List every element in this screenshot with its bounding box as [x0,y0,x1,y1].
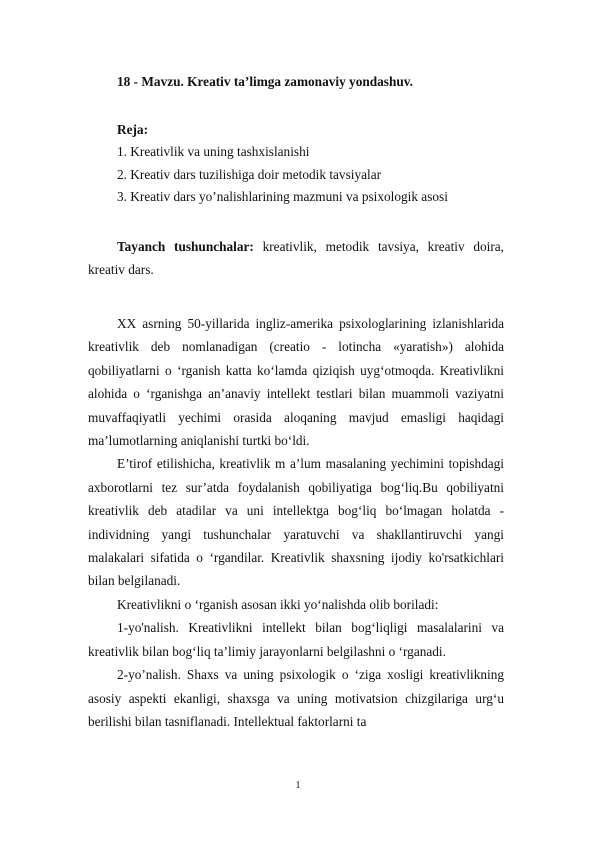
key-concepts-text: kreativlik, metodik tavsiya, kreativ doira, kreativ dars. [88,239,504,278]
paragraph: E’tirof etilishicha, kreativlik m a’lum masalaning yechimini topishdagi axborotlarni tez sur’atda foydalanish qobiliyatiga bog‘liq.Bu qobiliyatni kreativlik deb atadilar va uni intellektga bog‘liq bo‘lmagan holatda - individning yangi tushunchalar yaratuvchi va shakllantiruvchi yangi malakalari sifatida o ‘rgandilar. Kreativlik shaxsning ijodiy ko'rsatkichlari bilan belgilanadi. [88,456,504,589]
key-concepts-label: Tayanch tushunchalar: [117,239,254,254]
page-number: 1 [295,780,301,791]
plan-item: 2. Kreativ dars tuzilishiga doir metodik tavsiyalar [117,166,382,182]
paragraph: Kreativlikni o ‘rganish asosan ikki yo‘nalishda olib boriladi: [117,596,439,612]
plan-heading: Reja: [117,122,149,137]
key-concepts [88,235,504,282]
paragraph: XX asrning 50-yillarida ingliz-amerika psixologlarining izlanishlarida kreativlik deb nomlanadigan (creatio - lotincha «yaratish») alohida qobiliyatlarni o ‘rganish katta ko‘lamda qiziqish uyg‘otmoqda. Kreativlikni alohida o ‘rganishga an’anaviy intellekt testlari bilan muammoli vaziyatni muvaffaqiyatli yechimi orasida aloqaning mavjud emasligi haqidagi ma’lumotlarning aniqlanishi turtki bo‘ldi. [88,316,504,449]
paragraph: 1-yo'nalish. Kreativlikni intellekt bilan bog‘liqligi masalalarini va kreativlik bilan bog‘liq ta’limiy jarayonlarni belgilashni o ‘rganadi. [88,620,504,659]
body-text [88,312,504,733]
paragraph: 2-yo’nalish. Shaxs va uning psixologik o ‘ziga xosligi kreativlikning asosiy aspekti ekanligi, shaxsga va uning motivatsion chizgilariga urg‘u berilishi bilan tasniflanadi. Intellektual faktorlarni ta [88,667,504,729]
topic-title: 18 - Mavzu. Kreativ ta’limga zamonaviy yondashuv. [117,74,413,89]
plan-section [117,118,448,209]
plan-item: 1. Kreativlik va uning tashxislanishi [117,144,310,160]
plan-item: 3. Kreativ dars yo’nalishlarining mazmuni va psixologik asosi [117,189,448,205]
